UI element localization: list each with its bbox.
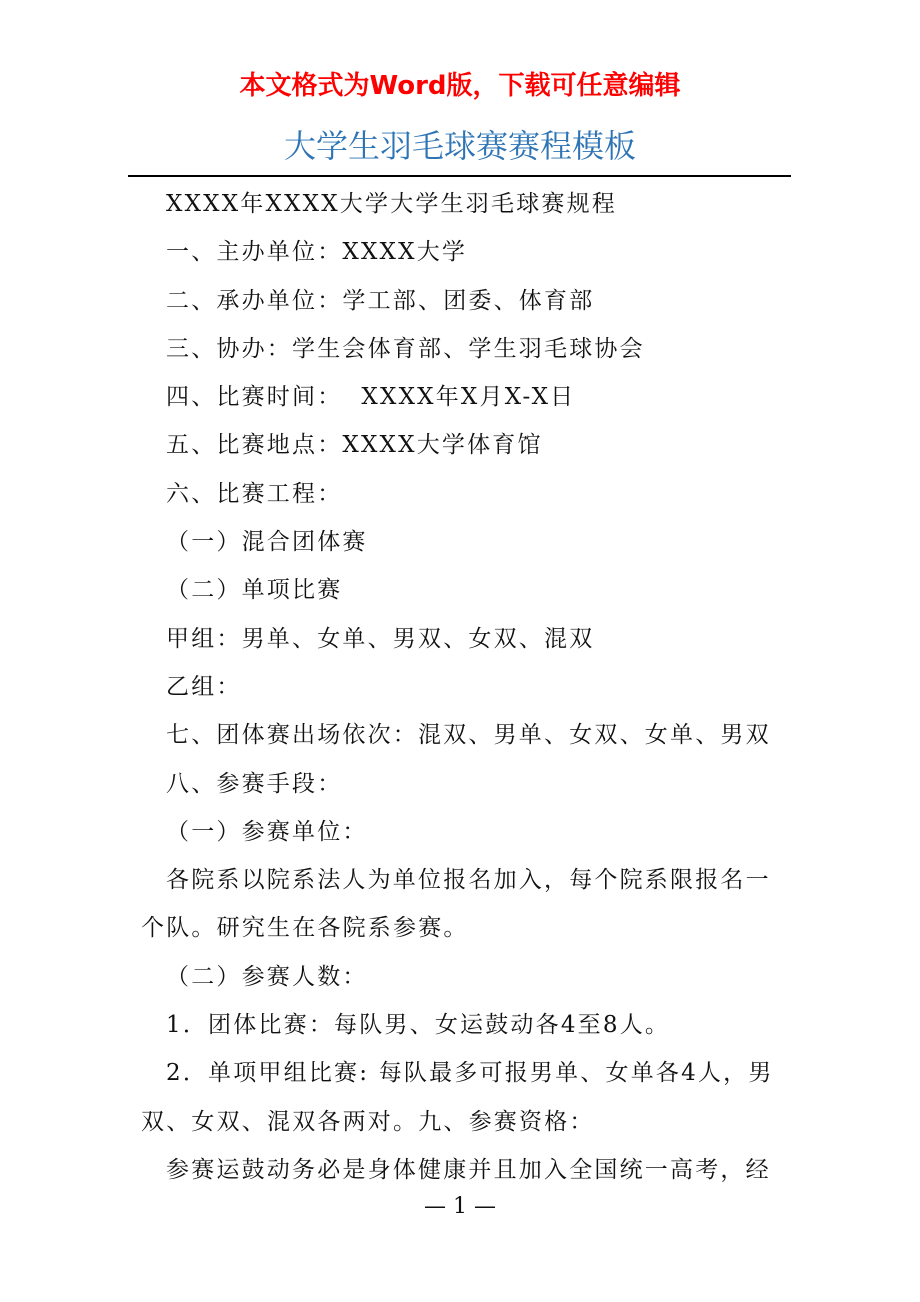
paragraph-match-time: 四、比赛时间： XXXX年X月X-X日 xyxy=(166,384,576,411)
document-body xyxy=(141,180,791,1194)
paragraph-match-venue: 五、比赛地点：XXXX大学体育馆 xyxy=(166,432,543,459)
paragraph-group-b: 乙组： xyxy=(166,673,242,700)
paragraph-organizer: 一、主办单位：XXXX大学 xyxy=(166,239,468,266)
paragraph-event-team: （一）混合团体赛 xyxy=(166,529,368,556)
paragraph-co-organizer: 三、协办：学生会体育部、学生羽毛球协会 xyxy=(166,335,645,362)
paragraph-heading: XXXX年XXXX大学大学生羽毛球赛规程 xyxy=(166,191,617,217)
page-number: — 1 — xyxy=(424,1194,496,1219)
title-divider xyxy=(128,175,791,177)
paragraph-team-count: 1．团体比赛：每队男、女运鼓动各4至8人。 xyxy=(166,1012,671,1039)
paragraph-eligibility: 参赛运鼓动务必是身体健康并且加入全国统一高考，经 xyxy=(166,1156,771,1183)
paragraph-single-count: 2．单项甲组比赛: 每队最多可报男单、女单各4人，男双、女双、混双各两对。九、参赛资格： xyxy=(141,1060,774,1135)
paragraph-undertaker: 二、承办单位：学工部、团委、体育部 xyxy=(166,287,595,314)
format-notice: 本文格式为Word版，下载可任意编辑 xyxy=(239,71,681,101)
paragraph-participant-count: （二）参赛人数： xyxy=(166,963,368,990)
paragraph-group-a: 甲组：男单、女单、男双、女双、混双 xyxy=(166,625,595,652)
paragraph-events: 六、比赛工程： xyxy=(166,480,343,507)
paragraph-team-order: 七、团体赛出场依次：混双、男单、女双、女单、男双 xyxy=(166,722,771,749)
paragraph-event-single: （二）单项比赛 xyxy=(166,577,343,604)
paragraph-participating-units: （一）参赛单位： xyxy=(166,818,368,845)
document-title: 大学生羽毛球赛赛程模板 xyxy=(283,127,636,165)
paragraph-participation: 八、参赛手段： xyxy=(166,770,343,797)
paragraph-unit-rules: 各院系以院系法人为单位报名加入，每个院系限报名一个队。研究生在各院系参赛。 xyxy=(141,867,771,942)
